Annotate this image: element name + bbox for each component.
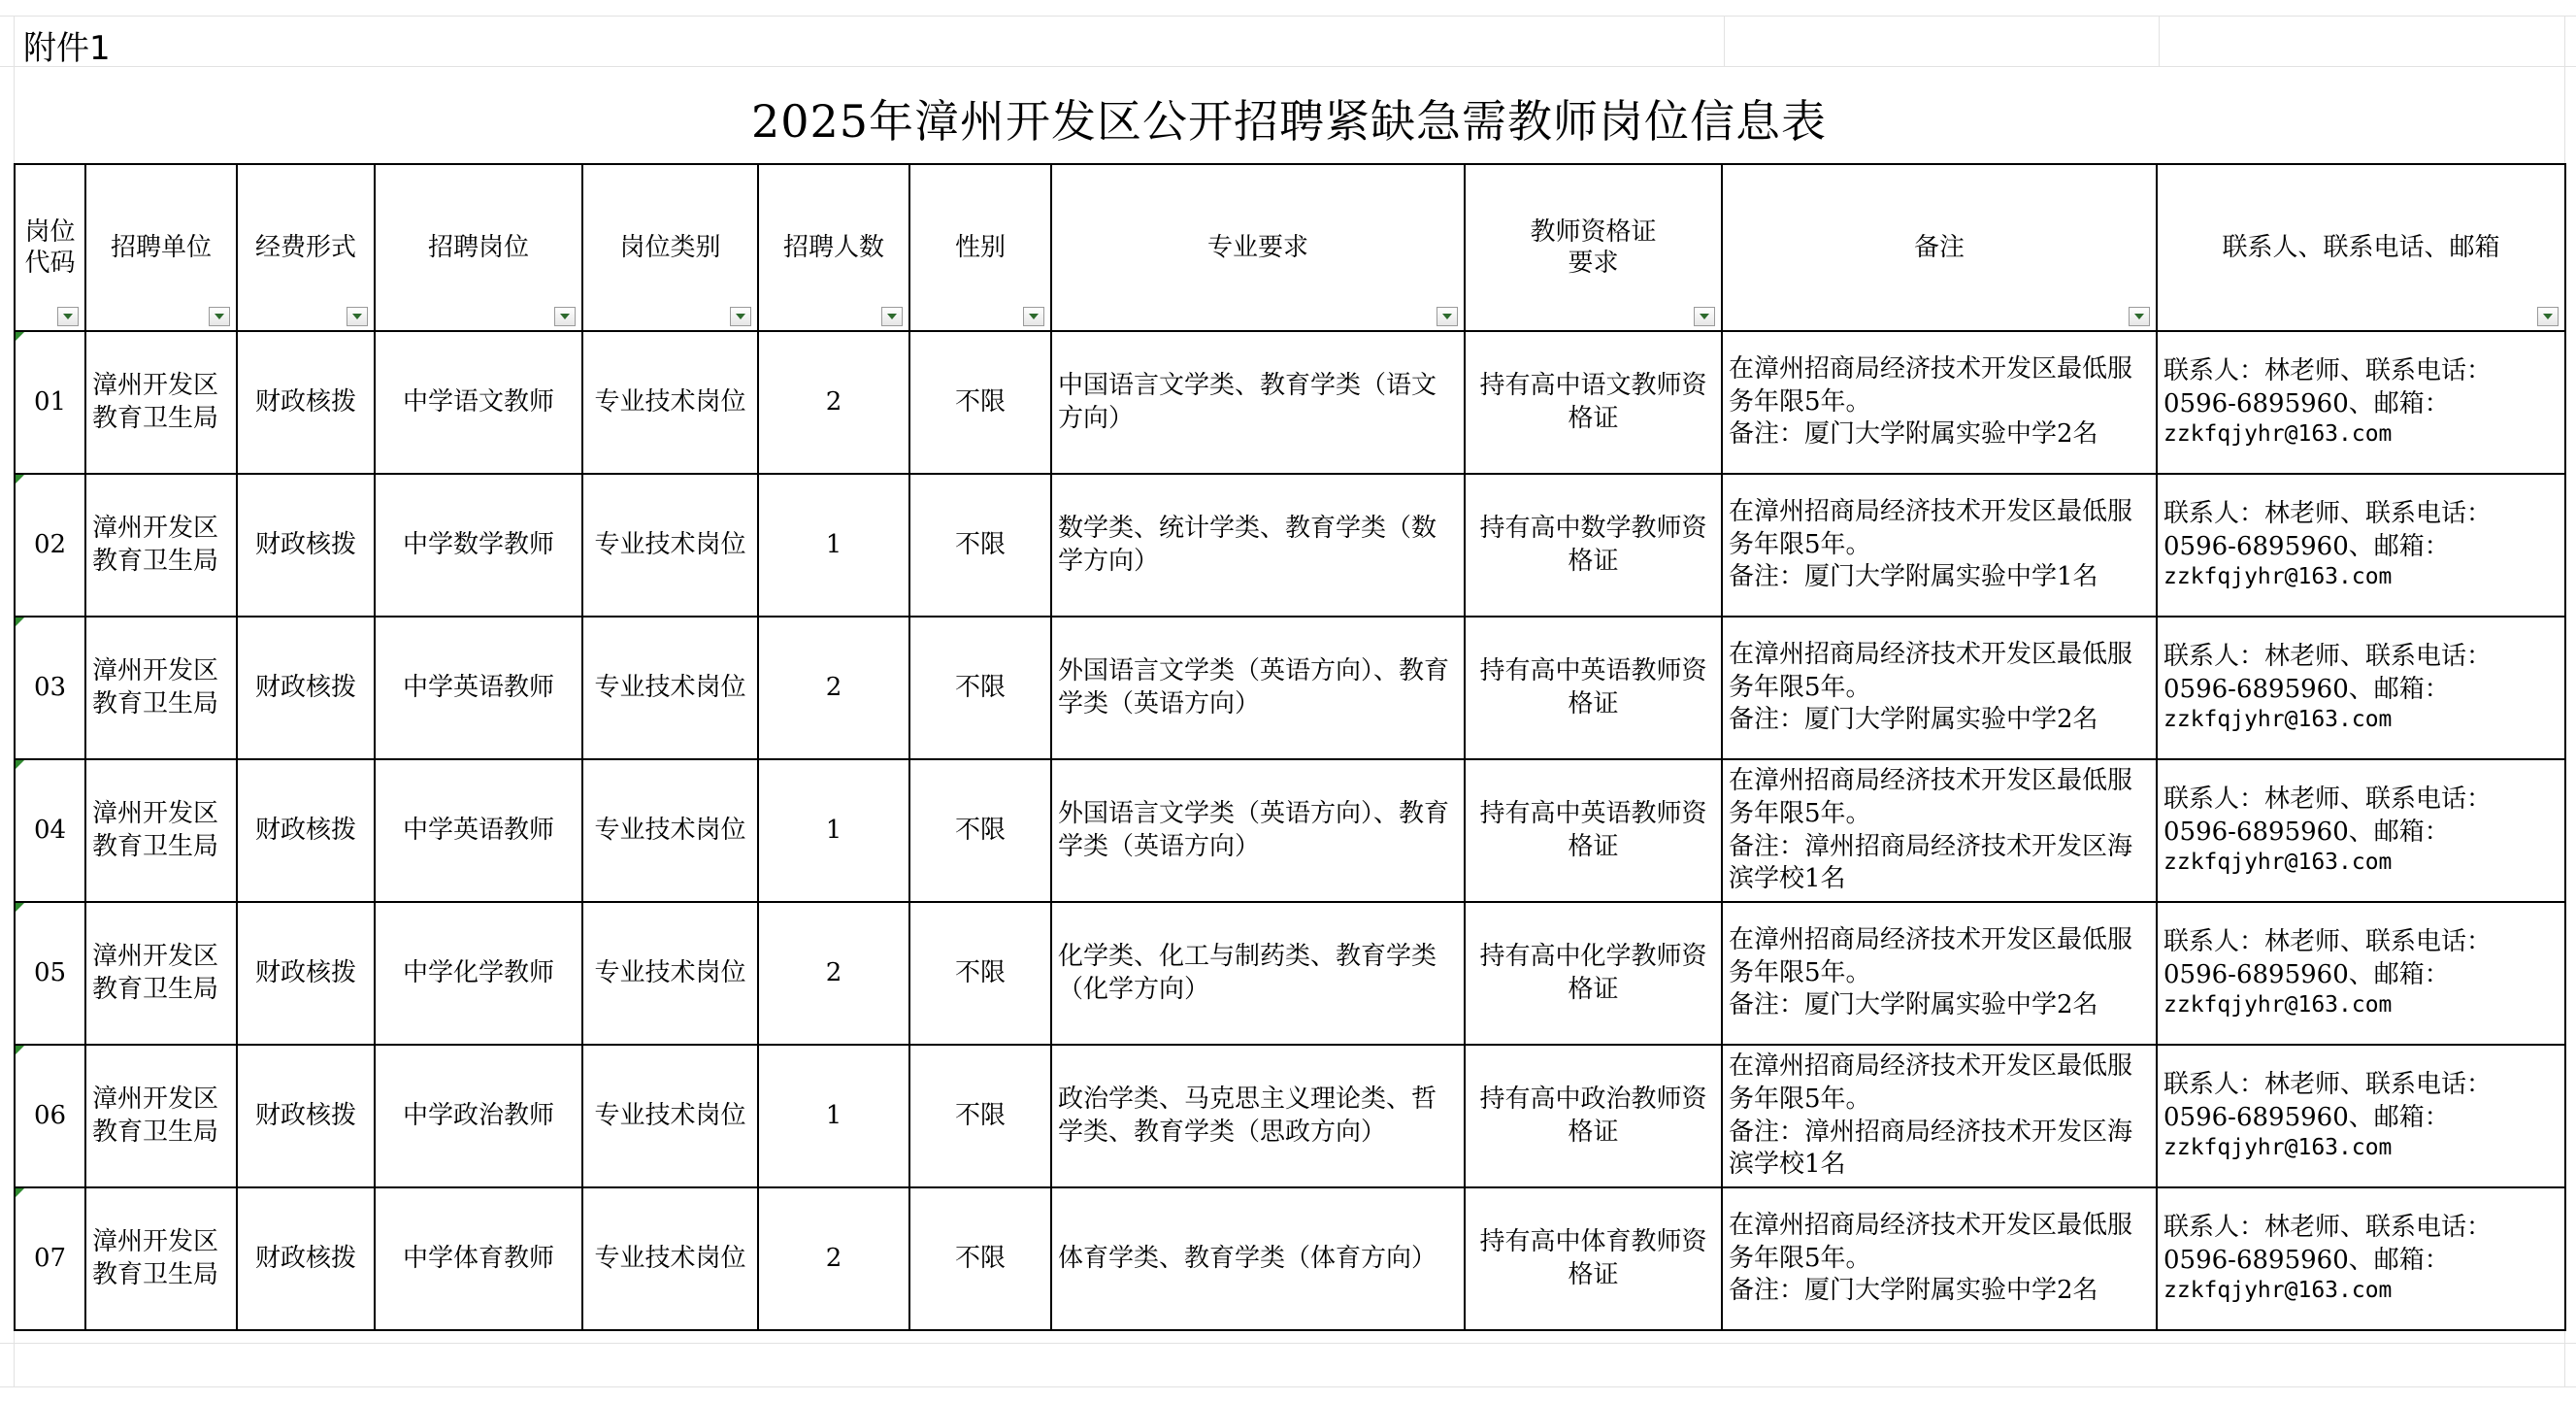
funding-value: 财政核拨 [254,957,356,987]
cell-remarks[interactable] [1722,1045,2157,1187]
cell-category[interactable] [582,331,758,474]
email-value: zzkfqjyhr@163.com [2163,707,2393,733]
certificate-value: 持有高中体育教师资格证 [1479,1226,1707,1289]
category-value: 专业技术岗位 [594,1243,746,1273]
filter-dropdown-icon[interactable] [2129,307,2150,326]
contact-value: 联系人：林老师、联系电话：0596-6895960、邮箱： [2163,355,2493,418]
major-value: 外国语言文学类（英语方向）、教育学类（英语方向） [1058,798,1450,861]
header-label: 经费形式 [254,232,356,262]
cell-marker-icon [16,760,24,769]
cell-contact[interactable] [2157,1045,2565,1187]
cell-certificate[interactable] [1465,1187,1722,1330]
gender-value: 不限 [954,1243,1006,1273]
cell-unit[interactable] [85,331,237,474]
category-value: 专业技术岗位 [594,386,746,417]
cell-marker-icon [16,1046,24,1054]
remarks-note: 备注：厦门大学附属实验中学2名 [1729,419,2098,450]
position-value: 中学政治教师 [402,1100,554,1130]
header-remarks [1722,164,2157,331]
cell-marker-icon [16,1188,24,1197]
major-value: 中国语言文学类、教育学类（语文方向） [1058,370,1437,433]
cell-position[interactable] [375,759,582,902]
remarks-note: 备注：厦门大学附属实验中学1名 [1729,562,2098,592]
header-label: 招聘人数 [782,232,884,262]
unit-value: 漳州开发区教育卫生局 [92,513,219,576]
cell-position[interactable] [375,617,582,759]
position-value: 中学数学教师 [402,529,554,559]
remarks-note: 备注：厦门大学附属实验中学2名 [1729,990,2098,1020]
certificate-value: 持有高中英语教师资格证 [1479,798,1707,861]
position-value: 中学体育教师 [402,1243,554,1273]
cell-unit[interactable] [85,759,237,902]
position-value: 中学英语教师 [402,815,554,845]
cell-gender[interactable] [909,759,1051,902]
remarks-note: 备注：厦门大学附属实验中学2名 [1729,705,2098,735]
email-value: zzkfqjyhr@163.com [2163,992,2393,1018]
unit-value: 漳州开发区教育卫生局 [92,655,219,718]
count-value: 2 [825,672,842,702]
header-label: 岗位代码 [24,217,76,278]
filter-dropdown-icon[interactable] [347,307,368,326]
position-value: 中学英语教师 [402,672,554,702]
cell-code[interactable] [15,1187,85,1330]
unit-value: 漳州开发区教育卫生局 [92,370,219,433]
count-value: 1 [825,1100,842,1130]
cell-unit[interactable] [85,902,237,1045]
cell-certificate[interactable] [1465,759,1722,902]
header-category [582,164,758,331]
cell-major[interactable] [1051,331,1465,474]
cell-count[interactable] [758,759,909,902]
header-label: 联系人、联系电话、邮箱 [2222,232,2500,262]
page-title: 2025年漳州开发区公开招聘紧缺急需教师岗位信息表 [750,95,1828,148]
cell-remarks[interactable] [1722,1187,2157,1330]
cell-unit[interactable] [85,1045,237,1187]
cell-remarks[interactable] [1722,902,2157,1045]
gender-value: 不限 [954,672,1006,702]
position-value: 中学语文教师 [402,386,554,417]
cell-gender[interactable] [909,617,1051,759]
cell-position[interactable] [375,1045,582,1187]
header-label: 教师资格证要求 [1530,217,1657,278]
cell-category[interactable] [582,1045,758,1187]
remarks-line: 在漳州招商局经济技术开发区最低服务年限5年。 [1729,353,2133,417]
cell-position[interactable] [375,474,582,617]
gender-value: 不限 [954,386,1006,417]
header-label: 招聘单位 [110,232,212,262]
cell-code[interactable] [15,331,85,474]
cell-code[interactable] [15,759,85,902]
code-value: 02 [33,529,67,559]
filter-dropdown-icon[interactable] [1023,307,1044,326]
cell-category[interactable] [582,617,758,759]
remarks-line: 在漳州招商局经济技术开发区最低服务年限5年。 [1729,765,2133,828]
gridline [0,1343,2576,1344]
major-value: 体育学类、教育学类（体育方向） [1058,1243,1437,1273]
funding-value: 财政核拨 [254,1100,356,1130]
header-certificate [1465,164,1722,331]
header-label: 备注 [1913,232,1965,262]
cell-unit[interactable] [85,1187,237,1330]
table-row [15,617,2565,759]
cell-category[interactable] [582,474,758,617]
cell-contact[interactable] [2157,331,2565,474]
table-row [15,1187,2565,1330]
filter-dropdown-icon[interactable] [2537,307,2559,326]
unit-value: 漳州开发区教育卫生局 [92,1226,219,1289]
major-value: 政治学类、马克思主义理论类、哲学类、教育学类（思政方向） [1058,1084,1437,1147]
funding-value: 财政核拨 [254,529,356,559]
remarks-line: 在漳州招商局经济技术开发区最低服务年限5年。 [1729,639,2133,702]
cell-major[interactable] [1051,617,1465,759]
funding-value: 财政核拨 [254,1243,356,1273]
cell-code[interactable] [15,617,85,759]
cell-funding[interactable] [237,617,375,759]
category-value: 专业技术岗位 [594,672,746,702]
major-value: 数学类、统计学类、教育学类（数学方向） [1058,513,1437,576]
funding-value: 财政核拨 [254,386,356,417]
contact-value: 联系人：林老师、联系电话：0596-6895960、邮箱： [2163,926,2493,989]
table-row [15,759,2565,902]
cell-remarks[interactable] [1722,759,2157,902]
cell-contact[interactable] [2157,902,2565,1045]
cell-marker-icon [16,332,24,341]
job-table [14,163,2566,1331]
cell-remarks[interactable] [1722,474,2157,617]
cell-unit[interactable] [85,617,237,759]
gender-value: 不限 [954,957,1006,987]
gender-value: 不限 [954,1100,1006,1130]
category-value: 专业技术岗位 [594,1100,746,1130]
count-value: 2 [825,1243,842,1273]
cell-code[interactable] [15,474,85,617]
remarks-note: 备注：漳州招商局经济技术开发区海滨学校1名 [1729,1117,2133,1180]
code-value: 07 [33,1243,67,1273]
cell-gender[interactable] [909,1045,1051,1187]
funding-value: 财政核拨 [254,672,356,702]
email-value: zzkfqjyhr@163.com [2163,1278,2393,1304]
code-value: 05 [33,957,67,987]
cell-gender[interactable] [909,1187,1051,1330]
header-label: 招聘岗位 [427,232,529,262]
filter-dropdown-icon[interactable] [881,307,903,326]
remarks-note: 备注：漳州招商局经济技术开发区海滨学校1名 [1729,831,2133,894]
cell-gender[interactable] [909,474,1051,617]
cell-unit[interactable] [85,474,237,617]
cell-funding[interactable] [237,1187,375,1330]
cell-contact[interactable] [2157,1187,2565,1330]
table-row [15,474,2565,617]
gender-value: 不限 [954,815,1006,845]
funding-value: 财政核拨 [254,815,356,845]
certificate-value: 持有高中语文教师资格证 [1479,370,1707,433]
contact-value: 联系人：林老师、联系电话：0596-6895960、邮箱： [2163,498,2493,561]
header-label: 专业要求 [1206,232,1308,262]
remarks-line: 在漳州招商局经济技术开发区最低服务年限5年。 [1729,496,2133,559]
cell-contact[interactable] [2157,759,2565,902]
email-value: zzkfqjyhr@163.com [2163,564,2393,590]
code-value: 01 [33,386,67,417]
cell-major[interactable] [1051,902,1465,1045]
cell-count[interactable] [758,1187,909,1330]
filter-dropdown-icon[interactable] [554,307,576,326]
cell-count[interactable] [758,902,909,1045]
header-position [375,164,582,331]
cell-major[interactable] [1051,474,1465,617]
cell-count[interactable] [758,617,909,759]
contact-value: 联系人：林老师、联系电话：0596-6895960、邮箱： [2163,1212,2493,1275]
position-value: 中学化学教师 [402,957,554,987]
cell-funding[interactable] [237,474,375,617]
email-value: zzkfqjyhr@163.com [2163,850,2393,876]
cell-gender[interactable] [909,902,1051,1045]
cell-position[interactable] [375,331,582,474]
cell-certificate[interactable] [1465,617,1722,759]
table-row [15,331,2565,474]
header-label: 岗位类别 [619,232,721,262]
cell-marker-icon [16,618,24,626]
gridline [0,16,2576,17]
contact-value: 联系人：林老师、联系电话：0596-6895960、邮箱： [2163,641,2493,704]
cell-marker-icon [16,475,24,484]
cell-count[interactable] [758,474,909,617]
header-count [758,164,909,331]
cell-category[interactable] [582,1187,758,1330]
header-code [15,164,85,331]
gender-value: 不限 [954,529,1006,559]
cell-code[interactable] [15,902,85,1045]
count-value: 2 [825,386,842,417]
cell-position[interactable] [375,902,582,1045]
cell-position[interactable] [375,1187,582,1330]
count-value: 2 [825,957,842,987]
remarks-note: 备注：厦门大学附属实验中学2名 [1729,1276,2098,1306]
cell-gender[interactable] [909,331,1051,474]
cell-major[interactable] [1051,1045,1465,1187]
cell-funding[interactable] [237,331,375,474]
filter-dropdown-icon[interactable] [1437,307,1458,326]
cell-marker-icon [16,903,24,912]
filter-dropdown-icon[interactable] [1694,307,1715,326]
unit-value: 漳州开发区教育卫生局 [92,798,219,861]
header-funding [237,164,375,331]
header-label: 性别 [954,232,1006,262]
cell-funding[interactable] [237,902,375,1045]
filter-dropdown-icon[interactable] [730,307,751,326]
remarks-line: 在漳州招商局经济技术开发区最低服务年限5年。 [1729,1051,2133,1114]
contact-value: 联系人：林老师、联系电话：0596-6895960、邮箱： [2163,784,2493,847]
cell-code[interactable] [15,1045,85,1187]
cell-certificate[interactable] [1465,902,1722,1045]
cell-remarks[interactable] [1722,617,2157,759]
code-value: 06 [33,1100,67,1130]
category-value: 专业技术岗位 [594,815,746,845]
category-value: 专业技术岗位 [594,529,746,559]
category-value: 专业技术岗位 [594,957,746,987]
cell-funding[interactable] [237,1045,375,1187]
unit-value: 漳州开发区教育卫生局 [92,1084,219,1147]
cell-certificate[interactable] [1465,331,1722,474]
attachment-label: 附件1 [23,29,111,68]
cell-major[interactable] [1051,1187,1465,1330]
gridline [0,66,2576,67]
certificate-value: 持有高中英语教师资格证 [1479,655,1707,718]
remarks-line: 在漳州招商局经济技术开发区最低服务年限5年。 [1729,1210,2133,1273]
unit-value: 漳州开发区教育卫生局 [92,941,219,1004]
remarks-line: 在漳州招商局经济技术开发区最低服务年限5年。 [1729,924,2133,987]
code-value: 04 [33,815,67,845]
cell-contact[interactable] [2157,617,2565,759]
certificate-value: 持有高中数学教师资格证 [1479,513,1707,576]
cell-certificate[interactable] [1465,1045,1722,1187]
cell-funding[interactable] [237,759,375,902]
contact-value: 联系人：林老师、联系电话：0596-6895960、邮箱： [2163,1069,2493,1132]
cell-certificate[interactable] [1465,474,1722,617]
header-unit [85,164,237,331]
count-value: 1 [825,529,842,559]
email-value: zzkfqjyhr@163.com [2163,421,2393,448]
gridline [1724,16,1725,66]
certificate-value: 持有高中化学教师资格证 [1479,941,1707,1004]
gridline [2159,16,2160,66]
header-gender [909,164,1051,331]
filter-dropdown-icon[interactable] [209,307,230,326]
count-value: 1 [825,815,842,845]
table-row [15,902,2565,1045]
cell-count[interactable] [758,1045,909,1187]
cell-count[interactable] [758,331,909,474]
email-value: zzkfqjyhr@163.com [2163,1135,2393,1161]
major-value: 化学类、化工与制药类、教育学类（化学方向） [1058,941,1437,1004]
major-value: 外国语言文学类（英语方向）、教育学类（英语方向） [1058,655,1450,718]
cell-contact[interactable] [2157,474,2565,617]
certificate-value: 持有高中政治教师资格证 [1479,1084,1707,1147]
header-row [15,164,2565,331]
cell-major[interactable] [1051,759,1465,902]
code-value: 03 [33,672,67,702]
cell-category[interactable] [582,902,758,1045]
header-major [1051,164,1465,331]
cell-category[interactable] [582,759,758,902]
gridline [0,1386,2576,1387]
header-contact [2157,164,2565,331]
filter-dropdown-icon[interactable] [57,307,79,326]
table-row [15,1045,2565,1187]
cell-remarks[interactable] [1722,331,2157,474]
